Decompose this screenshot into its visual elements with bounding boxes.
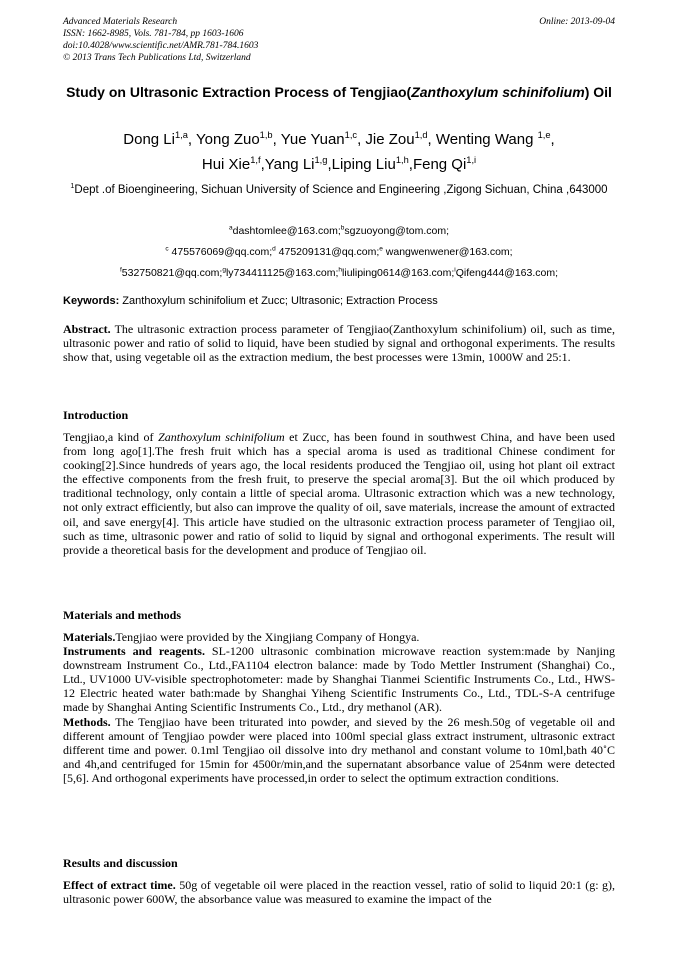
email-list <box>63 221 615 284</box>
email-link[interactable]: dashtomlee@163.com; <box>232 225 341 237</box>
email-link[interactable]: sgzuoyong@tom.com; <box>344 225 449 237</box>
heading-results-discussion: Results and discussion <box>63 856 178 870</box>
author: Yang Li$^{1,g}$, <box>264 155 332 173</box>
copyright: © 2013 Trans Tech Publications Ltd, Switzerland <box>63 53 251 63</box>
affiliation: $^1$Dept .of Bioengineering, Sichuan University of Science and Engineering ,Zigong Sichuan, China ,643000 <box>70 182 608 196</box>
journal-header <box>63 16 615 64</box>
methods-paragraph: Methods. The Tengjiao have been triturated into powder, and sieved by the 26 mesh.50g of vegetable oil and different amount of Tengjiao powder were placed into 100ml special glass extract instrument, ultrasonic extract different time and power. 0.1ml Tengjiao oil dissolve into dry methanol and constant volume to 10ml,bath 40˚C and 4h,and centrifuged for 15min for 4500r/min,and the supernatant absorbance value of 254nm were detected [5,6]. And orthogonal experiments have processed,in order to select the optimum extraction conditions. <box>63 714 615 785</box>
email-link[interactable]: wangwenwener@163.com; <box>382 246 513 258</box>
introduction-text: Tengjiao,a kind of Zanthoxylum schinifolium et Zucc, has been found in southwest China, and have been used from long ago[1].The fresh fruit which has a special aroma is used as traditional Chinese condiment for cooking[2].Since hundreds of years ago, the local residents produced the Tengjiao oil, using hot plant oil extract the effective components from the fresh fruit, to preserve the special aroma[3]. But the oil which produced by traditional technology, only contain a little of special aroma. Ultrasonic extraction which was a new technology, not only extract efficiently, but also can improve the quality of oil, save materials, increase the amount of extracted oil, and save energy[4]. This article have studied on the ultrasonic extraction process parameter of Tengjiao oil, such as time, ultrasonic power and ratio of solid to liquid by signal and orthogonal experiments. The result will provide a theoretical basis for the development and produce of Tengjiao oil. <box>63 430 615 557</box>
email-line: $^c$ 475576069@qq.com;$^d$ 475209131@qq.com;$^e$ wangwenwener@163.com; <box>165 245 513 258</box>
email-link[interactable]: 532750821@qq.com; <box>121 267 223 279</box>
author: Feng Qi$^{1,i}$ <box>412 155 477 173</box>
author: Wenting Wang $^{1,e}$, <box>435 130 555 148</box>
email-line: $^a$dashtomlee@163.com;$^b$sgzuoyong@tom.com; <box>228 224 449 237</box>
keywords: Keywords: Zanthoxylum schinifolium et Zucc; Ultrasonic; Extraction Process <box>63 295 438 307</box>
author: Yue Yuan$^{1,c}$, <box>280 130 366 148</box>
email-line: $^f$532750821@qq.com;$^g$ly734411125@163.com;$^h$liuliping0614@163.com;$^i$Qifeng444@163.com; <box>119 266 559 279</box>
email-link[interactable]: 475209131@qq.com; <box>275 246 380 258</box>
author: Liping Liu$^{1,h}$, <box>331 155 413 173</box>
abstract: Abstract. The ultrasonic extraction process parameter of Tengjiao(Zanthoxylum schinifolium) oil, such as time, ultrasonic power and ratio of solid to liquid, have been studied by signal and orthogonal experiments. The results show that, using vegetable oil as the extraction medium, the best processes were 13min, 1000W and 25:1. <box>63 322 615 365</box>
heading-introduction: Introduction <box>63 408 129 422</box>
email-link[interactable]: liuliping0614@163.com; <box>342 267 455 279</box>
results-text: Effect of extract time. 50g of vegetable oil were placed in the reaction vessel, ratio of solid to liquid 20:1 (g: g), ultrasonic power 600W, the absorbance value was measured to examine the impact of the <box>63 878 616 907</box>
issn: ISSN: 1662-8985, Vols. 781-784, pp 1603-1606 <box>63 29 244 39</box>
paper-title: Study on Ultrasonic Extraction Process of Tengjiao(Zanthoxylum schinifolium) Oil <box>66 84 612 100</box>
materials-paragraph: Materials.Tengjiao were provided by the Xingjiang Company of Hongya. <box>63 630 420 644</box>
author-list <box>63 127 615 177</box>
author: Hui Xie$^{1,f}$, <box>201 155 265 173</box>
online-date: Online: 2013-09-04 <box>539 17 615 27</box>
email-link[interactable]: 475576069@qq.com; <box>168 246 273 258</box>
email-link[interactable]: Qifeng444@163.com; <box>455 267 559 279</box>
author: Dong Li$^{1,a}$, <box>123 130 196 148</box>
instruments-paragraph: Instruments and reagents. SL-1200 ultrasonic combination microwave reaction system:made by Nanjing downstream Instrument Co., Ltd.,FA1104 electron balance: made by Todo Mettler Instrument (Shanghai) Co., Ltd., UV1000 UV-visible spectrophotometer: made by Shanghai Tianmei Scientific Instruments Co., Ltd., HWS-12 Electric heated water bath:made by Shanghai Yiheng Scientific Instruments Co., Ltd., TDL-S-A centrifuge made by Shanghai Anting Scientific Instruments Co., Ltd., dry methanol (AR). <box>63 644 615 715</box>
doi: doi:10.4028/www.scientific.net/AMR.781-784.1603 <box>63 41 259 51</box>
author: Yong Zuo$^{1,b}$, <box>196 130 281 148</box>
materials-text <box>63 630 615 785</box>
author: Jie Zou$^{1,d}$, <box>365 130 436 148</box>
journal-name: Advanced Materials Research <box>63 17 178 27</box>
heading-materials-methods: Materials and methods <box>63 608 181 622</box>
email-link[interactable]: ly734411125@163.com; <box>225 267 339 279</box>
